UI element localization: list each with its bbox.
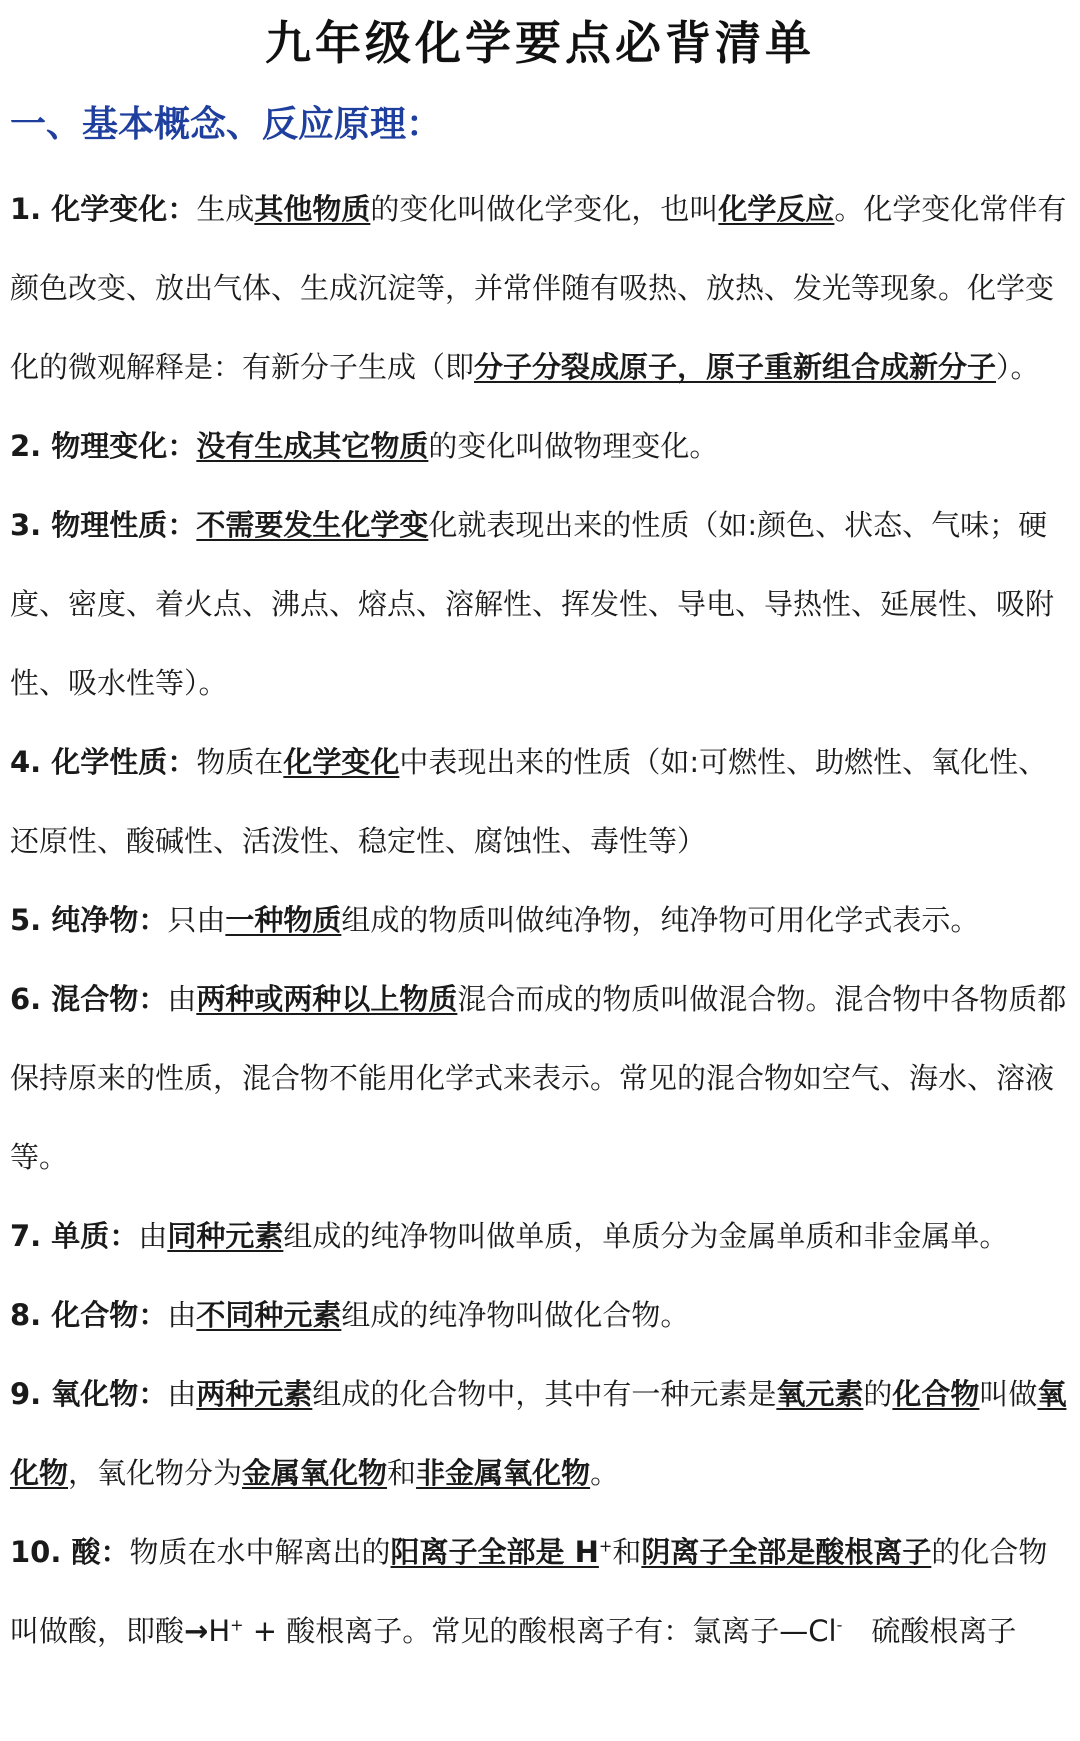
item-colon: ： xyxy=(167,429,197,463)
item-text: + 酸根离子。常见的酸根离子有：氯离子—Cl xyxy=(243,1614,837,1648)
item-term: 混合物 xyxy=(51,982,139,1016)
key-phrase: 化学变化 xyxy=(283,745,400,779)
item-text: ，氧化物分为 xyxy=(68,1456,243,1490)
item-number: 9. xyxy=(10,1377,52,1411)
arrow-symbol: → xyxy=(184,1614,209,1648)
key-phrase: 阴离子全部是酸根离子 xyxy=(641,1535,932,1569)
item-number: 7. xyxy=(10,1219,52,1253)
key-phrase: 氧元素 xyxy=(776,1377,864,1411)
item-text: 只由 xyxy=(167,903,226,937)
item-number: 5. xyxy=(10,903,52,937)
item-text: 生成 xyxy=(196,192,255,226)
definition-item xyxy=(10,407,1070,486)
item-text: 叫做 xyxy=(979,1377,1038,1411)
item-text: 组成的物质叫做纯净物，纯净物可用化学式表示。 xyxy=(341,903,980,937)
definition-item xyxy=(10,1276,1070,1355)
item-colon: ： xyxy=(100,1535,130,1569)
item-text: 硫酸根离子 xyxy=(842,1614,1017,1648)
item-text: 和 xyxy=(387,1456,417,1490)
key-phrase: 一种物质 xyxy=(225,903,342,937)
key-phrase: 氧化物 xyxy=(10,1377,1067,1490)
item-colon: ： xyxy=(167,192,197,226)
item-text: 由 xyxy=(167,982,197,1016)
item-text: 组成的纯净物叫做单质，单质分为金属单质和非金属单。 xyxy=(283,1219,1009,1253)
section-heading: 一、基本概念、反应原理： xyxy=(10,104,443,145)
superscript-charge: + xyxy=(230,1615,244,1635)
item-term: 物理性质 xyxy=(51,508,168,542)
item-number: 3. xyxy=(10,508,52,542)
item-term: 化合物 xyxy=(51,1298,139,1332)
document-title: 九年级化学要点必背清单 xyxy=(265,16,815,70)
item-term: 酸 xyxy=(71,1535,101,1569)
item-number: 4. xyxy=(10,745,52,779)
item-term: 化学变化 xyxy=(51,192,168,226)
key-phrase: 非金属氧化物 xyxy=(416,1456,591,1490)
key-phrase: 其他物质 xyxy=(254,192,371,226)
item-term: 氧化物 xyxy=(51,1377,139,1411)
definition-item xyxy=(10,1513,1070,1671)
item-text: 由 xyxy=(138,1219,168,1253)
definition-item xyxy=(10,1197,1070,1276)
key-phrase: 不同种元素 xyxy=(196,1298,342,1332)
item-text: ）。 xyxy=(996,350,1040,384)
item-term: 纯净物 xyxy=(51,903,139,937)
item-text: 化就表现出来的性质（如:颜色、状态、气味；硬度、密度、着火点、沸点、熔点、溶解性、挥发性、导电、导热性、延展性、吸附性、吸水性等）。 xyxy=(10,508,1055,700)
item-text: 组成的纯净物叫做化合物。 xyxy=(341,1298,690,1332)
item-text: 和 xyxy=(612,1535,642,1569)
item-text: 混合而成的物质叫做混合物。混合物中各物质都保持原来的性质，混合物不能用化学式来表示。常见的混合物如空气、海水、溶液等。 xyxy=(10,982,1067,1174)
key-phrase: 化学反应 xyxy=(718,192,835,226)
item-text: 。化学变化常伴有颜色改变、放出气体、生成沉淀等，并常伴随有吸热、放热、发光等现象。化学变化的微观解释是：有新分子生成（即 xyxy=(10,192,1067,384)
item-text: 的化合物叫做酸，即酸 xyxy=(10,1535,1048,1648)
definition-item xyxy=(10,960,1070,1197)
definition-item xyxy=(10,170,1070,407)
item-colon: ： xyxy=(138,1377,168,1411)
key-phrase: 两种或两种以上物质 xyxy=(196,982,458,1016)
item-colon: ： xyxy=(167,508,197,542)
key-phrase: 分子分裂成原子，原子重新组合成新分子 xyxy=(474,350,997,384)
item-text: 由 xyxy=(167,1298,197,1332)
definition-item xyxy=(10,723,1070,881)
key-phrase: 金属氧化物 xyxy=(242,1456,388,1490)
item-colon: ： xyxy=(109,1219,139,1253)
key-phrase: 没有生成其它物质 xyxy=(196,429,429,463)
item-colon: ： xyxy=(138,1298,168,1332)
item-text: 的变化叫做化学变化，也叫 xyxy=(370,192,719,226)
item-text: 物质在 xyxy=(196,745,284,779)
item-number: 10. xyxy=(10,1535,72,1569)
item-text: 的变化叫做物理变化。 xyxy=(428,429,719,463)
item-term: 物理变化 xyxy=(51,429,168,463)
item-text: 。 xyxy=(590,1456,620,1490)
item-text: 的 xyxy=(863,1377,893,1411)
item-colon: ： xyxy=(138,982,168,1016)
key-phrase: 阳离子全部是 H xyxy=(390,1535,599,1569)
key-phrase: 同种元素 xyxy=(167,1219,284,1253)
item-text: 物质在水中解离出的 xyxy=(129,1535,391,1569)
item-number: 1. xyxy=(10,192,52,226)
definition-item xyxy=(10,1355,1070,1513)
item-colon: ： xyxy=(138,903,168,937)
item-term: 化学性质 xyxy=(51,745,168,779)
item-text: 组成的化合物中，其中有一种元素是 xyxy=(312,1377,777,1411)
item-term: 单质 xyxy=(51,1219,110,1253)
item-number: 6. xyxy=(10,982,52,1016)
item-number: 8. xyxy=(10,1298,52,1332)
definition-item xyxy=(10,486,1070,723)
definition-list xyxy=(10,170,1070,1671)
item-text: 中表现出来的性质（如:可燃性、助燃性、氧化性、还原性、酸碱性、活泼性、稳定性、腐蚀性、毒性等） xyxy=(10,745,1048,858)
superscript-charge: - xyxy=(836,1615,843,1635)
item-colon: ： xyxy=(167,745,197,779)
item-number: 2. xyxy=(10,429,52,463)
item-text: H xyxy=(208,1614,231,1648)
superscript-charge: + xyxy=(598,1536,613,1556)
key-phrase: 化合物 xyxy=(892,1377,980,1411)
item-text: 由 xyxy=(167,1377,197,1411)
key-phrase: 不需要发生化学变 xyxy=(196,508,429,542)
key-phrase: 两种元素 xyxy=(196,1377,313,1411)
definition-item xyxy=(10,881,1070,960)
